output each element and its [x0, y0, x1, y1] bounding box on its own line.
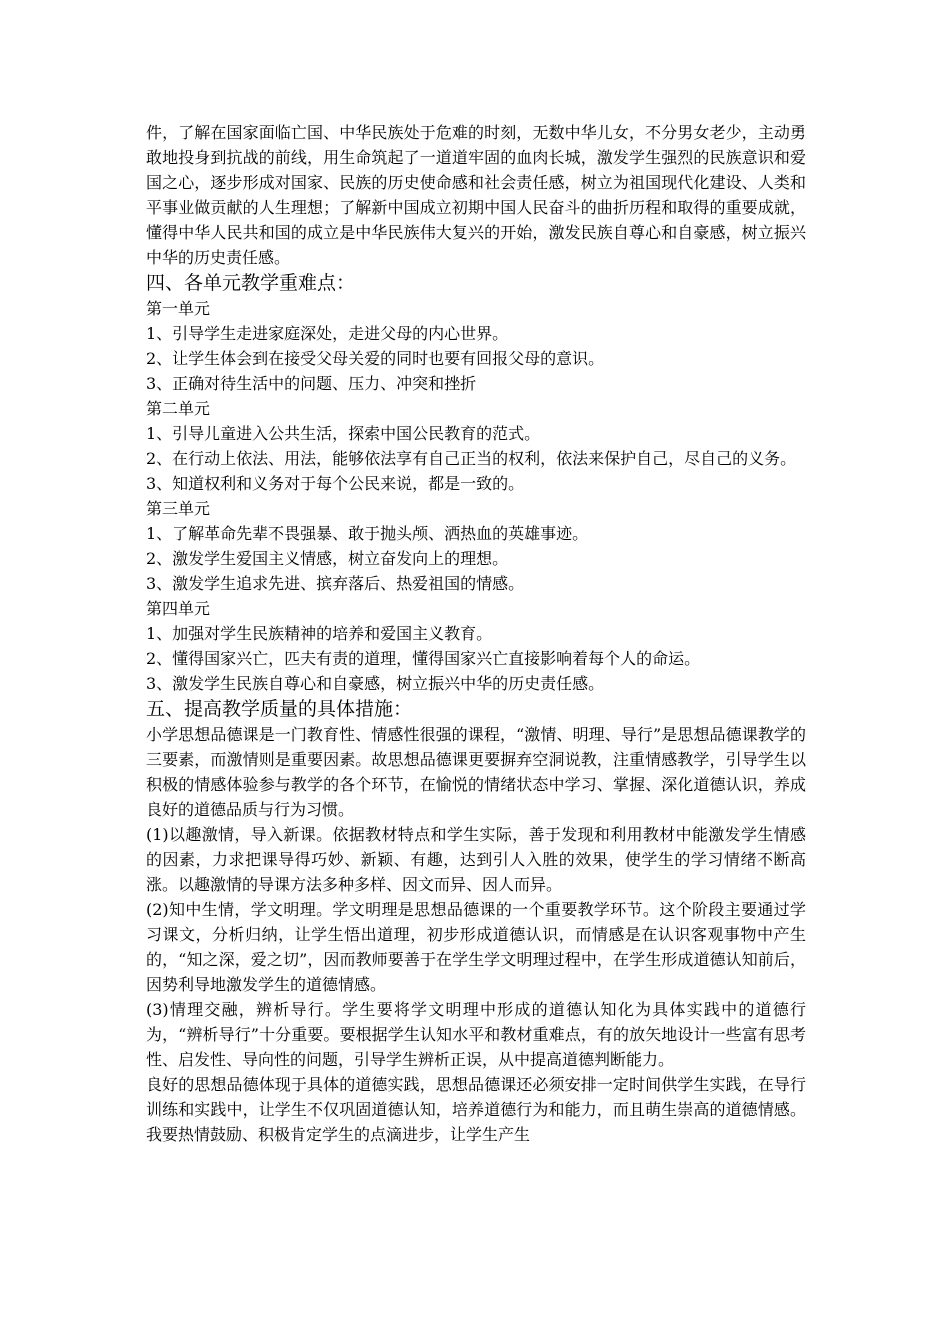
unit-title-4: 第四单元: [146, 599, 211, 618]
measures-paragraph-1: 小学思想品德课是一门教育性、情感性很强的课程，“激情、明理、导行”是思想品德课教学的三要素，而激情则是重要因素。故思想品德课更要摒弃空洞说教，注重情感教学，引导学生以积极的情感体验参与教学的各个环节，在愉悦的情绪状态中学习、掌握、深化道德认识，养成良好的道德品质与行为习惯。: [146, 725, 806, 819]
unit3-item-3: 3、激发学生追求先进、摈弃落后、热爱祖国的情感。: [146, 574, 525, 593]
unit2-item-3: 3、知道权利和义务对于每个公民来说，都是一致的。: [146, 474, 525, 493]
unit1-item-2: 2、让学生体会到在接受父母关爱的同时也要有回报父母的意识。: [146, 349, 605, 368]
unit1-item-1: 1、引导学生走进家庭深处，走进父母的内心世界。: [146, 324, 509, 343]
unit-title-2: 第二单元: [146, 399, 211, 418]
unit1-item-3: 3、正确对待生活中的问题、压力、冲突和挫折: [146, 374, 477, 393]
unit-title-3: 第三单元: [146, 499, 211, 518]
unit2-item-1: 1、引导儿童进入公共生活，探索中国公民教育的范式。: [146, 424, 541, 443]
intro-paragraph: 件，了解在国家面临亡国、中华民族处于危难的时刻，无数中华儿女，不分男女老少，主动勇敢地投身到抗战的前线，用生命筑起了一道道牢固的血肉长城，激发学生强烈的民族意识和爱国之心，逐步形成对国家、民族的历史使命感和社会责任感，树立为祖国现代化建设、人类和平事业做贡献的人生理想；了解新中国成立初期中国人民奋斗的曲折历程和取得的重要成就，懂得中华人民共和国的成立是中华民族伟大复兴的开始，激发民族自尊心和自豪感，树立振兴中华的历史责任感。: [146, 123, 806, 267]
unit3-item-2: 2、激发学生爱国主义情感，树立奋发向上的理想。: [146, 549, 509, 568]
measures-paragraph-4: (3)情理交融，辨析导行。学生要将学文明理中形成的道德认知化为具体实践中的道德行为，“辨析导行”十分重要。要根据学生认知水平和教材重难点，有的放矢地设计一些富有思考性、启发性、导向性的问题，引导学生辨析正误，从中提高道德判断能力。: [146, 1000, 806, 1069]
measures-paragraph-3: (2)知中生情，学文明理。学文明理是思想品德课的一个重要教学环节。这个阶段主要通过学习课文，分析归纳，让学生悟出道理，初步形成道德认识，而情感是在认识客观事物中产生的，“知之深，爱之切”，因而教师要善于在学生学文明理过程中，在学生形成道德认知前后，因势利导地激发学生的道德情感。: [146, 900, 806, 994]
document-page: [146, 120, 806, 1147]
section-heading-5: 五、提高教学质量的具体措施：: [146, 698, 413, 720]
unit4-item-3: 3、激发学生民族自尊心和自豪感，树立振兴中华的历史责任感。: [146, 674, 605, 693]
unit2-item-2: 2、在行动上依法、用法，能够依法享有自己正当的权利，依法来保护自己，尽自己的义务。: [146, 449, 797, 468]
measures-paragraph-2: (1)以趣激情，导入新课。依据教材特点和学生实际，善于发现和利用教材中能激发学生情感的因素，力求把课导得巧妙、新颖、有趣，达到引人入胜的效果，使学生的学习情绪不断高涨。以趣激情的导课方法多种多样、因文而异、因人而异。: [146, 825, 806, 894]
unit3-item-1: 1、了解革命先辈不畏强暴、敢于抛头颅、洒热血的英雄事迹。: [146, 524, 589, 543]
measures-paragraph-5: 良好的思想品德体现于具体的道德实践，思想品德课还必须安排一定时间供学生实践，在导行训练和实践中，让学生不仅巩固道德认知，培养道德行为和能力，而且萌生崇高的道德情感。我要热情鼓励、积极肯定学生的点滴进步，让学生产生: [146, 1075, 806, 1144]
unit4-item-1: 1、加强对学生民族精神的培养和爱国主义教育。: [146, 624, 493, 643]
unit-title-1: 第一单元: [146, 299, 211, 318]
unit4-item-2: 2、懂得国家兴亡，匹夫有责的道理，懂得国家兴亡直接影响着每个人的命运。: [146, 649, 701, 668]
section-heading-4: 四、各单元教学重难点：: [146, 272, 356, 294]
